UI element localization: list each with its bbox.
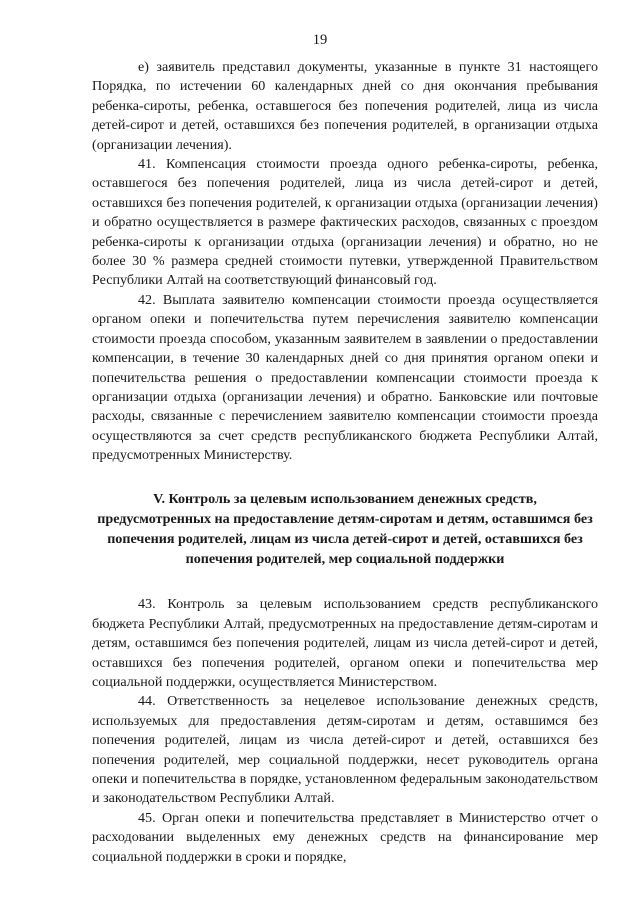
paragraph-42: 42. Выплата заявителю компенсации стоимости проезда осуществляется органом опеки и попечительства путем перечисления заявителю компенсации стоимости проезда способом, указанным заявителем в заявлении о предоставлении компенсации, в течение 30 календарных дней со дня принятия органом опеки и попечительства решения о предоставлении компенсации стоимости проезда к организации отдыха (организации лечения) и обратно. Банковские или почтовые расходы, связанные с перечислением заявителю компенсации стоимости проезда осуществляются за счет средств республиканского бюджета Республики Алтай, предусмотренных Министерству. [92,291,598,464]
paragraph-43: 43. Контроль за целевым использованием средств республиканского бюджета Республики Алтай, предусмотренных на предоставление детям-сиротам и детям, оставшимся без попечения родителей, лицам из числа детей-сирот и детей, оставшихся без попечения родителей, органом опеки и попечительства мер социальной поддержки, осуществляется Министерством. [92,596,598,690]
paragraph-item-e: е) заявитель представил документы, указанные в пункте 31 настоящего Порядка, по истечении 60 календарных дней со дня окончания пребывания ребенка-сироты, ребенка, оставшегося без попечения родителей, лица из числа детей-сирот и детей, оставшихся без попечения родителей, в организации отдыха (организации лечения). [92,59,598,153]
section-heading: V. Контроль за целевым использованием денежных средств, предусмотренных на предоставление детям-сиротам и детям, оставшимся без попечения родителей, лицам из числа детей-сирот и детей, оставшихся без попечения родителей, мер социальной поддержки [97,490,593,568]
paragraph-45: 45. Орган опеки и попечительства представляет в Министерство отчет о расходовании выделенных ему денежных средств на финансирование мер социальной поддержки в сроки и порядке, [92,809,598,865]
paragraph-44: 44. Ответственность за нецелевое использование денежных средств, используемых для предоставления детям-сиротам и детям, оставшимся без попечения родителей, лицам из числа детей-сирот и детей, оставшихся без попечения родителей, мер социальной поддержки, несет руководитель органа опеки и попечительства в порядке, установленном федеральным законодательством и законодательством Республики Алтай. [92,693,598,807]
page-number: 19 [312,32,328,48]
paragraph-41: 41. Компенсация стоимости проезда одного ребенка-сироты, ребенка, оставшегося без попечения родителей, лица из числа детей-сирот и детей, оставшихся без попечения родителей, к организации отдыха (организации лечения) и обратно осуществляется в размере фактических расходов, связанных с проездом ребенка-сироты к организации отдыха (организации лечения) и обратно, но не более 30 % размера средней стоимости путевки, утвержденной Правительством Республики Алтай на соответствующий финансовый год. [92,156,598,289]
document-body [92,58,598,867]
